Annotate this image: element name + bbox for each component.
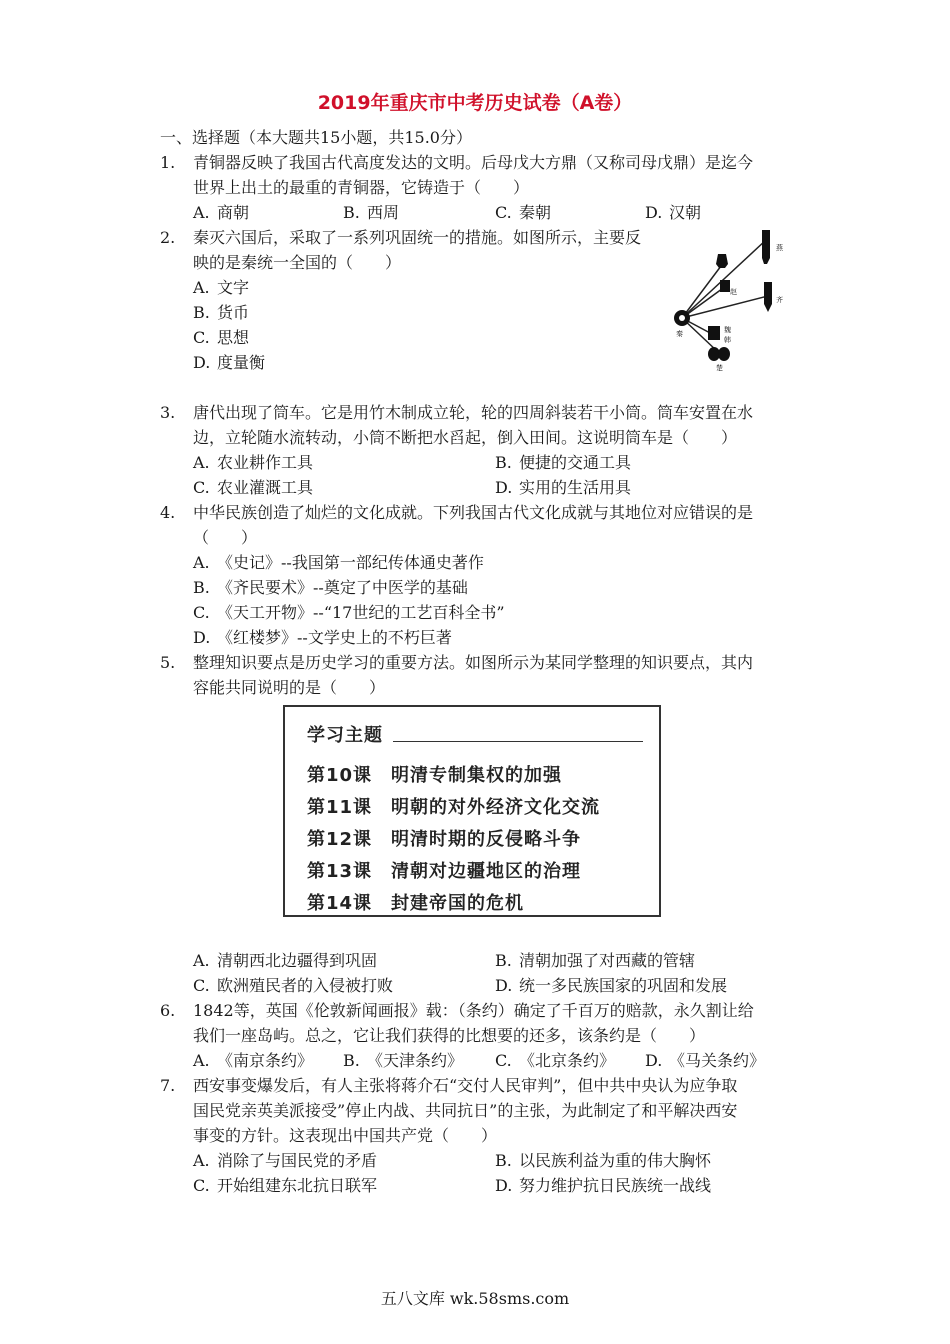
question-number: 3. — [160, 403, 176, 422]
question-text: 边，立轮随水流转动，小筒不断把水舀起，倒入田间。这说明筒车是（ ） — [193, 428, 738, 447]
option-a[interactable]: A. 农业耕作工具 — [193, 453, 314, 472]
option-b[interactable]: B. 以民族利益为重的伟大胸怀 — [495, 1151, 712, 1170]
coin-unification-figure — [668, 222, 788, 372]
option-c[interactable]: C. 农业灌溉工具 — [193, 478, 314, 497]
option-b[interactable]: B. 西周 — [343, 203, 400, 222]
question-text: 唐代出现了筒车。它是用竹木制成立轮，轮的四周斜装若干小筒。筒车安置在水 — [193, 403, 754, 422]
question-text: 世界上出土的最重的青铜器，它铸造于（ ） — [193, 178, 530, 197]
option-d[interactable]: D. 汉朝 — [645, 203, 702, 222]
option-b[interactable]: B. 清朝加强了对西藏的管辖 — [495, 951, 696, 970]
question-number: 6. — [160, 1001, 176, 1020]
option-a[interactable]: A. 文字 — [193, 278, 250, 297]
section-heading: 一、选择题（本大题共15小题，共15.0分） — [160, 128, 472, 147]
question-text: 西安事变爆发后，有人主张将蒋介石“交付人民审判”，但中共中央认为应争取 — [193, 1076, 738, 1095]
question-text: （ ） — [193, 528, 258, 547]
label-han: 韩 — [724, 336, 731, 344]
label-wei: 魏 — [724, 326, 731, 334]
label-yan: 燕 — [776, 244, 783, 252]
label-qi: 齐 — [776, 296, 783, 304]
option-d[interactable]: D. 努力维护抗日民族统一战线 — [495, 1176, 712, 1195]
option-d[interactable]: D. 实用的生活用具 — [495, 478, 632, 497]
question-text: 事变的方针。这表现出中国共产党（ ） — [193, 1126, 498, 1145]
option-c[interactable]: C. 欧洲殖民者的入侵被打败 — [193, 976, 394, 995]
option-b[interactable]: B. 《齐民要术》--奠定了中医学的基础 — [193, 578, 468, 597]
option-a[interactable]: A. 清朝西北边疆得到巩固 — [193, 951, 378, 970]
question-text: 秦灭六国后，采取了一系列巩固统一的措施。如图所示，主要反 — [193, 228, 642, 247]
page-footer: 五八文库 wk.58sms.com — [380, 1289, 570, 1308]
question-number: 2. — [160, 228, 176, 247]
notes-row: 第11课 明朝的对外经济文化交流 — [307, 797, 601, 818]
option-c[interactable]: C. 思想 — [193, 328, 250, 347]
option-b[interactable]: B. 货币 — [193, 303, 250, 322]
option-a[interactable]: A. 《史记》--我国第一部纪传体通史著作 — [193, 553, 484, 572]
notes-heading: 学习主题 — [307, 725, 383, 746]
question-number: 5. — [160, 653, 176, 672]
option-c[interactable]: C. 《北京条约》 — [495, 1051, 616, 1070]
study-notes-figure — [283, 705, 661, 917]
page-title: 2019年重庆市中考历史试卷（A卷） — [317, 92, 633, 114]
notes-row: 第14课 封建帝国的危机 — [307, 893, 525, 914]
label-zhao: 赵 — [730, 288, 737, 296]
option-d[interactable]: D. 统一多民族国家的巩固和发展 — [495, 976, 728, 995]
question-text: 国民党亲英美派接受”停止内战、共同抗日”的主张，为此制定了和平解决西安 — [193, 1101, 738, 1120]
option-d[interactable]: D. 度量衡 — [193, 353, 266, 372]
notes-row: 第13课 清朝对边疆地区的治理 — [307, 861, 582, 882]
option-d[interactable]: D. 《马关条约》 — [645, 1051, 766, 1070]
option-d[interactable]: D. 《红楼梦》--文学史上的不朽巨著 — [193, 628, 452, 647]
option-c[interactable]: C. 《天工开物》--“17世纪的工艺百科全书” — [193, 603, 505, 622]
question-text: 整理知识要点是历史学习的重要方法。如图所示为某同学整理的知识要点，其内 — [193, 653, 754, 672]
label-chu: 楚 — [716, 364, 723, 372]
question-text: 青铜器反映了我国古代高度发达的文明。后母戊大方鼎（又称司母戊鼎）是迄今 — [193, 153, 754, 172]
question-text: 1842等，英国《伦敦新闻画报》载：（条约）确定了千百万的赔款，永久割让给 — [193, 1001, 754, 1020]
label-qin: 秦 — [676, 330, 683, 338]
question-text: 映的是秦统一全国的（ ） — [193, 253, 402, 272]
option-c[interactable]: C. 开始组建东北抗日联军 — [193, 1176, 378, 1195]
option-a[interactable]: A. 消除了与国民党的矛盾 — [193, 1151, 378, 1170]
option-a[interactable]: A. 《南京条约》 — [193, 1051, 314, 1070]
question-text: 我们一座岛屿。总之，它让我们获得的比想要的还多，该条约是（ ） — [193, 1026, 706, 1045]
notes-underline — [393, 741, 643, 742]
notes-row: 第12课 明清时期的反侵略斗争 — [307, 829, 582, 850]
question-number: 4. — [160, 503, 176, 522]
option-a[interactable]: A. 商朝 — [193, 203, 250, 222]
notes-row: 第10课 明清专制集权的加强 — [307, 765, 563, 786]
question-number: 1. — [160, 153, 176, 172]
question-number: 7. — [160, 1076, 176, 1095]
option-c[interactable]: C. 秦朝 — [495, 203, 552, 222]
question-text: 中华民族创造了灿烂的文化成就。下列我国古代文化成就与其地位对应错误的是 — [193, 503, 754, 522]
question-text: 容能共同说明的是（ ） — [193, 678, 386, 697]
option-b[interactable]: B. 便捷的交通工具 — [495, 453, 632, 472]
option-b[interactable]: B. 《天津条约》 — [343, 1051, 464, 1070]
